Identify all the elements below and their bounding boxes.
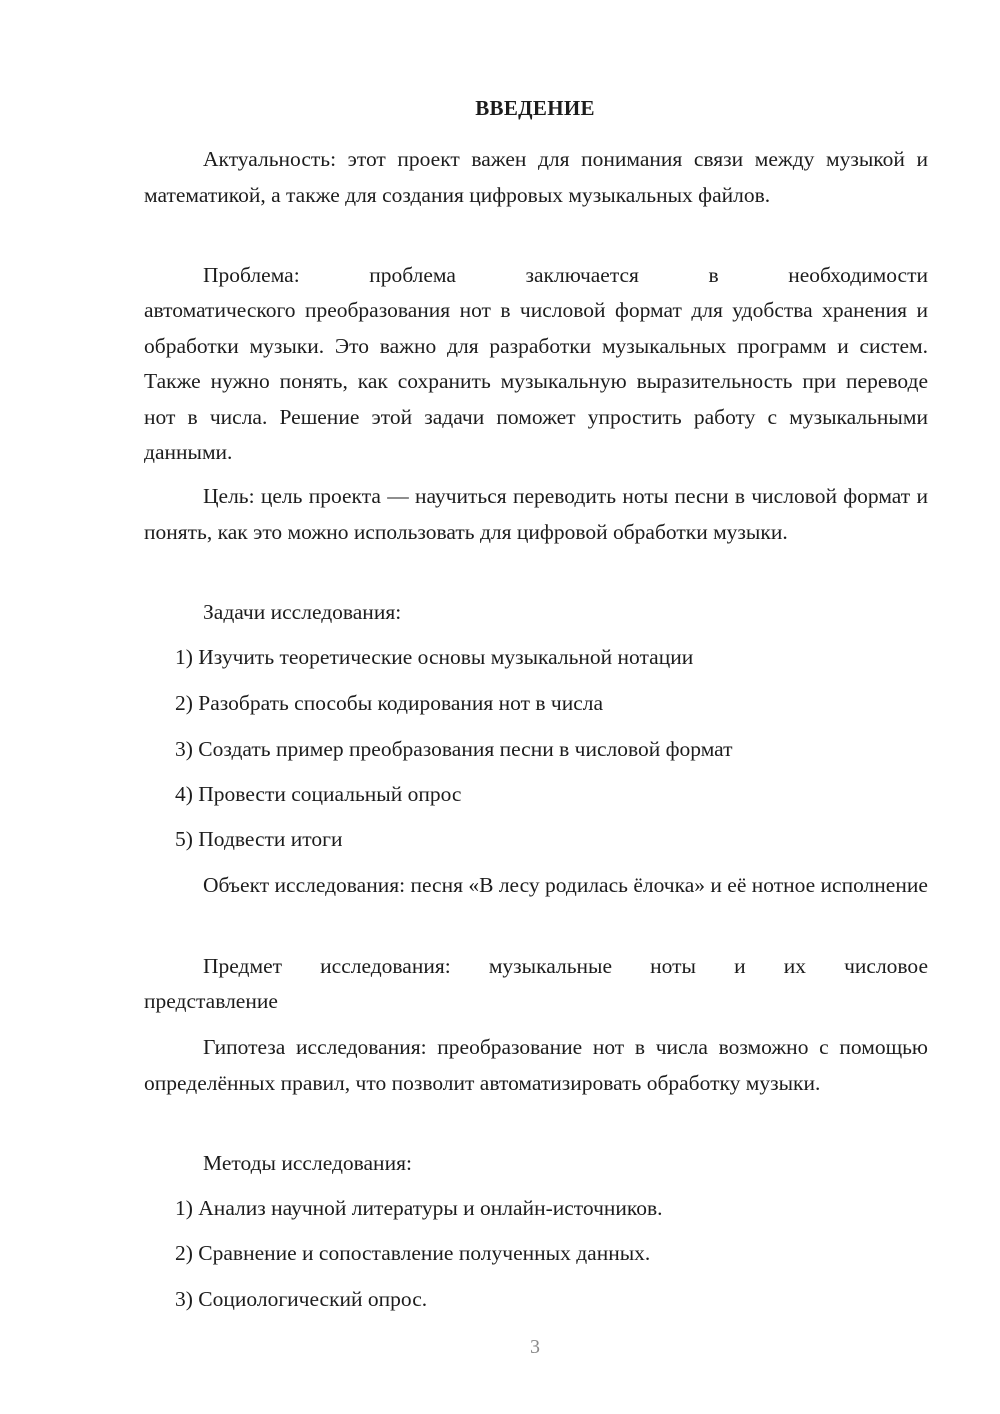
object-paragraph: Объект исследования: песня «В лесу родилась ёлочка» и её нотное исполнение: [203, 873, 928, 897]
hypothesis-paragraph: Гипотеза исследования: преобразование нот в числа возможно с помощью определённых правил, что позволит автоматизировать обработку музыки.: [144, 1035, 928, 1095]
problem-paragraph-lead: Проблема: проблема заключается в необходимости: [203, 263, 928, 287]
method-item: 2) Сравнение и сопоставление полученных данных.: [175, 1241, 651, 1265]
tasks-heading: Задачи исследования:: [203, 600, 402, 624]
method-item: 1) Анализ научной литературы и онлайн-источников.: [175, 1196, 663, 1220]
methods-heading: Методы исследования:: [203, 1151, 412, 1175]
task-item: 5) Подвести итоги: [175, 827, 343, 851]
relevance-paragraph: Актуальность: этот проект важен для понимания связи между музыкой и математикой, а также для создания цифровых музыкальных файлов.: [144, 147, 928, 207]
method-item: 3) Социологический опрос.: [175, 1287, 428, 1311]
page-number: 3: [530, 1336, 540, 1358]
task-item: 1) Изучить теоретические основы музыкальной нотации: [175, 645, 694, 669]
task-item: 2) Разобрать способы кодирования нот в числа: [175, 691, 604, 715]
page-title: ВВЕДЕНИЕ: [475, 96, 595, 120]
problem-paragraph-rest: автоматического преобразования нот в числовой формат для удобства хранения и обработки музыки. Это важно для разработки музыкальных программ и систем. Также нужно понять, как сохранить музыкальную выразительность при переводе нот в числа. Решение этой задачи поможет упростить работу с музыкальными данными.: [144, 298, 928, 464]
subject-paragraph-lead: Предмет исследования: музыкальные ноты и их числовое: [203, 954, 928, 978]
task-item: 3) Создать пример преобразования песни в числовой формат: [175, 737, 733, 761]
goal-paragraph: Цель: цель проекта — научиться переводить ноты песни в числовой формат и понять, как это можно использовать для цифровой обработки музыки.: [144, 484, 928, 544]
subject-paragraph-rest: представление: [144, 989, 278, 1013]
task-item: 4) Провести социальный опрос: [175, 782, 462, 806]
